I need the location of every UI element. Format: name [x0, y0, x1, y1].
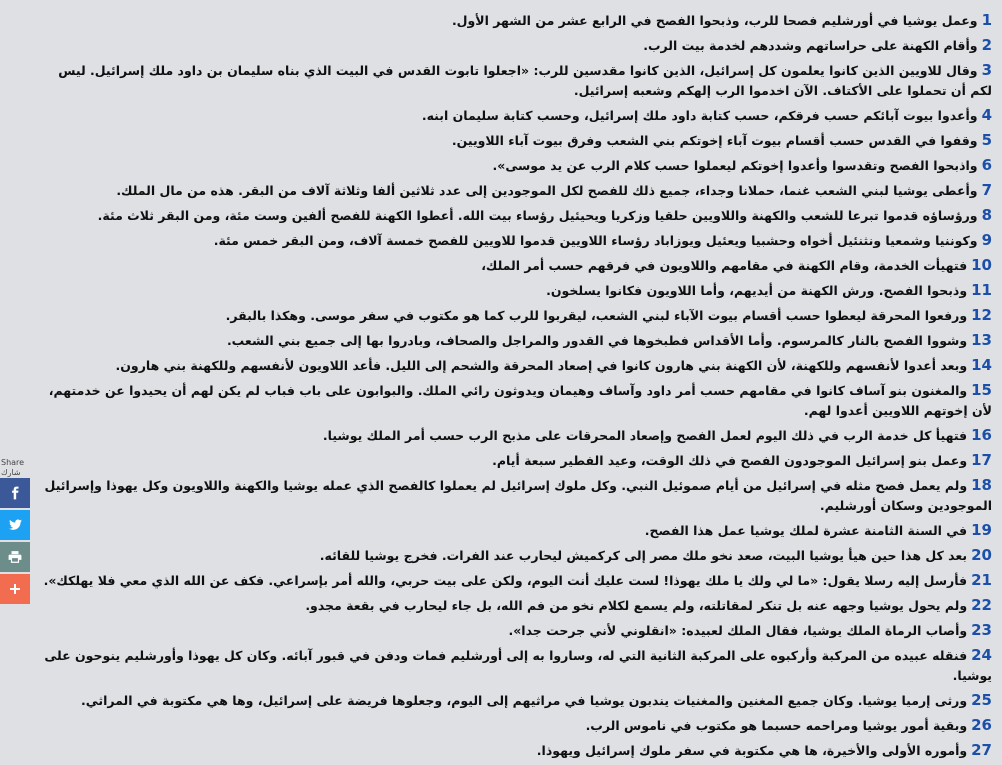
verse — [37, 620, 992, 641]
verse — [37, 570, 992, 591]
verse — [37, 475, 992, 516]
verse-number: 4 — [981, 106, 992, 124]
verse-text: وقفوا في القدس حسب أقسام بيوت آباء إخوتكم بني الشعب وفرق بيوت آباء اللاويين. — [451, 133, 978, 148]
verse-text: في السنة الثامنة عشرة لملك يوشيا عمل هذا الفصح. — [644, 523, 968, 538]
verse-number: 19 — [971, 521, 992, 539]
verse-text: فنقله عبيده من المركبة وأركبوه على المركبة الثانية التي له، وساروا به إلى أورشليم فمات ودفن في قبور آبائه. وكان كل يهوذا وأورشليم ينوحون على يوشيا. — [44, 648, 992, 683]
verse-text: وذبحوا الفصح. ورش الكهنة من أيديهم، وأما اللاويون فكانوا يسلخون. — [546, 283, 968, 298]
verse-number: 16 — [971, 426, 992, 444]
verse-number: 18 — [971, 476, 992, 494]
verse-number: 21 — [971, 571, 992, 589]
verse-text: بعد كل هذا حين هيأ يوشيا البيت، صعد نخو ملك مصر إلى كركميش ليحارب عند الفرات. فخرج يوشيا للقائه. — [319, 548, 968, 563]
verse-text: وأعدوا بيوت آبائكم حسب فرقكم، حسب كتابة داود ملك إسرائيل، وحسب كتابة سليمان ابنه. — [421, 108, 978, 123]
facebook-share-button[interactable] — [0, 478, 30, 508]
verse-number: 20 — [971, 546, 992, 564]
verse — [37, 690, 992, 711]
verse-text: وشووا الفصح بالنار كالمرسوم. وأما الأقداس فطبخوها في القدور والمراجل والصحاف، وبادروا بها إلى جميع بني الشعب. — [226, 333, 968, 348]
verse — [37, 450, 992, 471]
verse — [37, 180, 992, 201]
verse-number: 17 — [971, 451, 992, 469]
verse — [37, 330, 992, 351]
plus-icon — [9, 583, 21, 595]
verse-number: 9 — [981, 231, 992, 249]
verse-text: ولم يعمل فصح مثله في إسرائيل من أيام صموئيل النبي. وكل ملوك إسرائيل لم يعملوا كالفصح الذي عمله يوشيا والكهنة واللاويون وكل يهوذا وإسرائيل الموجودين وسكان أورشليم. — [44, 478, 992, 513]
verse-number: 22 — [971, 596, 992, 614]
verse-number: 13 — [971, 331, 992, 349]
verse-text: ولم يحول يوشيا وجهه عنه بل تنكر لمقاتلته، ولم يسمع لكلام نخو من فم الله، بل جاء ليحارب في بقعة مجدو. — [305, 598, 968, 613]
verse-number: 26 — [971, 716, 992, 734]
verse-number: 23 — [971, 621, 992, 639]
print-icon — [8, 550, 22, 564]
verse — [37, 355, 992, 376]
verse-number: 27 — [971, 741, 992, 759]
share-sidebar — [0, 458, 30, 606]
twitter-share-button[interactable] — [0, 510, 30, 540]
verse-text: ورثى إرميا يوشيا. وكان جميع المغنين والمغنيات يندبون يوشيا في مراثيهم إلى اليوم، وجعلوها فريضة على إسرائيل، وها هي مكتوبة في المراثي. — [81, 693, 968, 708]
verse-text: وأعطى يوشيا لبني الشعب غنما، حملانا وجداء، جميع ذلك للفصح لكل الموجودين إلى عدد ثلاثين ألفا وثلاثة آلاف من البقر. هذه من مال الملك. — [116, 183, 978, 198]
verse-number: 15 — [971, 381, 992, 399]
verse-text: وكوننيا وشمعيا ونثنئيل أخواه وحشبيا ويعئيل ويوزاباد رؤساء اللاويين قدموا للاويين للفصح خمسة آلاف، ومن البقر خمس مئة. — [213, 233, 978, 248]
facebook-icon — [8, 486, 22, 500]
verse-number: 5 — [981, 131, 992, 149]
verse-number: 25 — [971, 691, 992, 709]
verse — [37, 105, 992, 126]
verse-text: وبعد أعدوا لأنفسهم وللكهنة، لأن الكهنة بني هارون كانوا في إصعاد المحرقة والشحم إلى الليل. فأعد اللاويون لأنفسهم وللكهنة بني هارون. — [115, 358, 968, 373]
verse — [37, 595, 992, 616]
verse-text: وأموره الأولى والأخيرة، ها هي مكتوبة في سفر ملوك إسرائيل ويهوذا. — [536, 743, 968, 758]
verse-number: 1 — [981, 11, 992, 29]
verse-number: 6 — [981, 156, 992, 174]
more-share-button[interactable] — [0, 574, 30, 604]
verse-number: 12 — [971, 306, 992, 324]
verse — [37, 10, 992, 31]
verse — [37, 740, 992, 761]
verse-number: 3 — [981, 61, 992, 79]
verse-text: وبقية أمور يوشيا ومراحمه حسبما هو مكتوب في ناموس الرب. — [585, 718, 968, 733]
twitter-icon — [8, 518, 23, 532]
verse-text: ورفعوا المحرقة ليعطوا حسب أقسام بيوت الآباء لبني الشعب، ليقربوا للرب كما هو مكتوب في سفر موسى. وهكذا بالبقر. — [225, 308, 968, 323]
verse-text: وعمل بنو إسرائيل الموجودون الفصح في ذلك الوقت، وعيد الفطير سبعة أيام. — [492, 453, 968, 468]
verse — [37, 305, 992, 326]
verse — [37, 545, 992, 566]
verse-text: ورؤساؤه قدموا تبرعا للشعب والكهنة واللاويين حلقيا وزكريا ويحيئيل رؤساء بيت الله. أعطوا الكهنة للفصح ألفين وست مئة، ومن البقر ثلاث مئة. — [97, 208, 978, 223]
verse — [37, 280, 992, 301]
chapter-text — [37, 10, 992, 765]
verse-number: 24 — [971, 646, 992, 664]
verse-text: واذبحوا الفصح وتقدسوا وأعدوا إخوتكم ليعملوا حسب كلام الرب عن يد موسى». — [492, 158, 978, 173]
verse-text: فتهيأ كل خدمة الرب في ذلك اليوم لعمل الفصح وإصعاد المحرقات على مذبح الرب حسب أمر الملك يوشيا. — [322, 428, 968, 443]
verse-text: وعمل يوشيا في أورشليم فصحا للرب، وذبحوا الفصح في الرابع عشر من الشهر الأول. — [451, 13, 978, 28]
verse-number: 8 — [981, 206, 992, 224]
share-title-ar: شارك — [1, 468, 21, 477]
verse — [37, 425, 992, 446]
verse-text: فتهيأت الخدمة، وقام الكهنة في مقامهم واللاويون في فرقهم حسب أمر الملك، — [481, 258, 968, 273]
verse — [37, 715, 992, 736]
verse — [37, 520, 992, 541]
verse-text: وقال للاويين الذين كانوا يعلمون كل إسرائيل، الذين كانوا مقدسين للرب: «اجعلوا تابوت القدس في البيت الذي بناه سليمان بن داود ملك إسرائيل. ليس لكم أن تحملوا على الأكتاف. الآن اخدموا الرب إلهكم وشعبه إسرائيل. — [58, 63, 992, 98]
verse-number: 2 — [981, 36, 992, 54]
verse — [37, 230, 992, 251]
verse-text: وأصاب الرماة الملك يوشيا، فقال الملك لعبيده: «انقلوني لأني جرحت جدا». — [508, 623, 968, 638]
share-title: Share — [1, 458, 25, 467]
verse — [37, 155, 992, 176]
verse — [37, 60, 992, 101]
verse — [37, 35, 992, 56]
verse-number: 14 — [971, 356, 992, 374]
verse-text: وأقام الكهنة على حراساتهم وشددهم لخدمة بيت الرب. — [643, 38, 978, 53]
verse-number: 7 — [981, 181, 992, 199]
verse — [37, 380, 992, 421]
verse — [37, 130, 992, 151]
verse — [37, 255, 992, 276]
print-button[interactable] — [0, 542, 30, 572]
verse-number: 11 — [971, 281, 992, 299]
verse-text: فأرسل إليه رسلا يقول: «ما لي ولك يا ملك يهوذا! لست عليك أنت اليوم، ولكن على بيت حربي، والله أمر بإسراعي. فكف عن الله الذي معي فلا يهلكك». — [43, 573, 968, 588]
verse — [37, 205, 992, 226]
verse-number: 10 — [971, 256, 992, 274]
verse — [37, 645, 992, 686]
verse-text: والمغنون بنو آساف كانوا في مقامهم حسب أمر داود وآساف وهيمان ويدوثون رائي الملك. والبوابون على باب فباب لم يكن لهم أن يحيدوا عن خدمتهم، لأن إخوتهم اللاويين أعدوا لهم. — [48, 383, 992, 418]
